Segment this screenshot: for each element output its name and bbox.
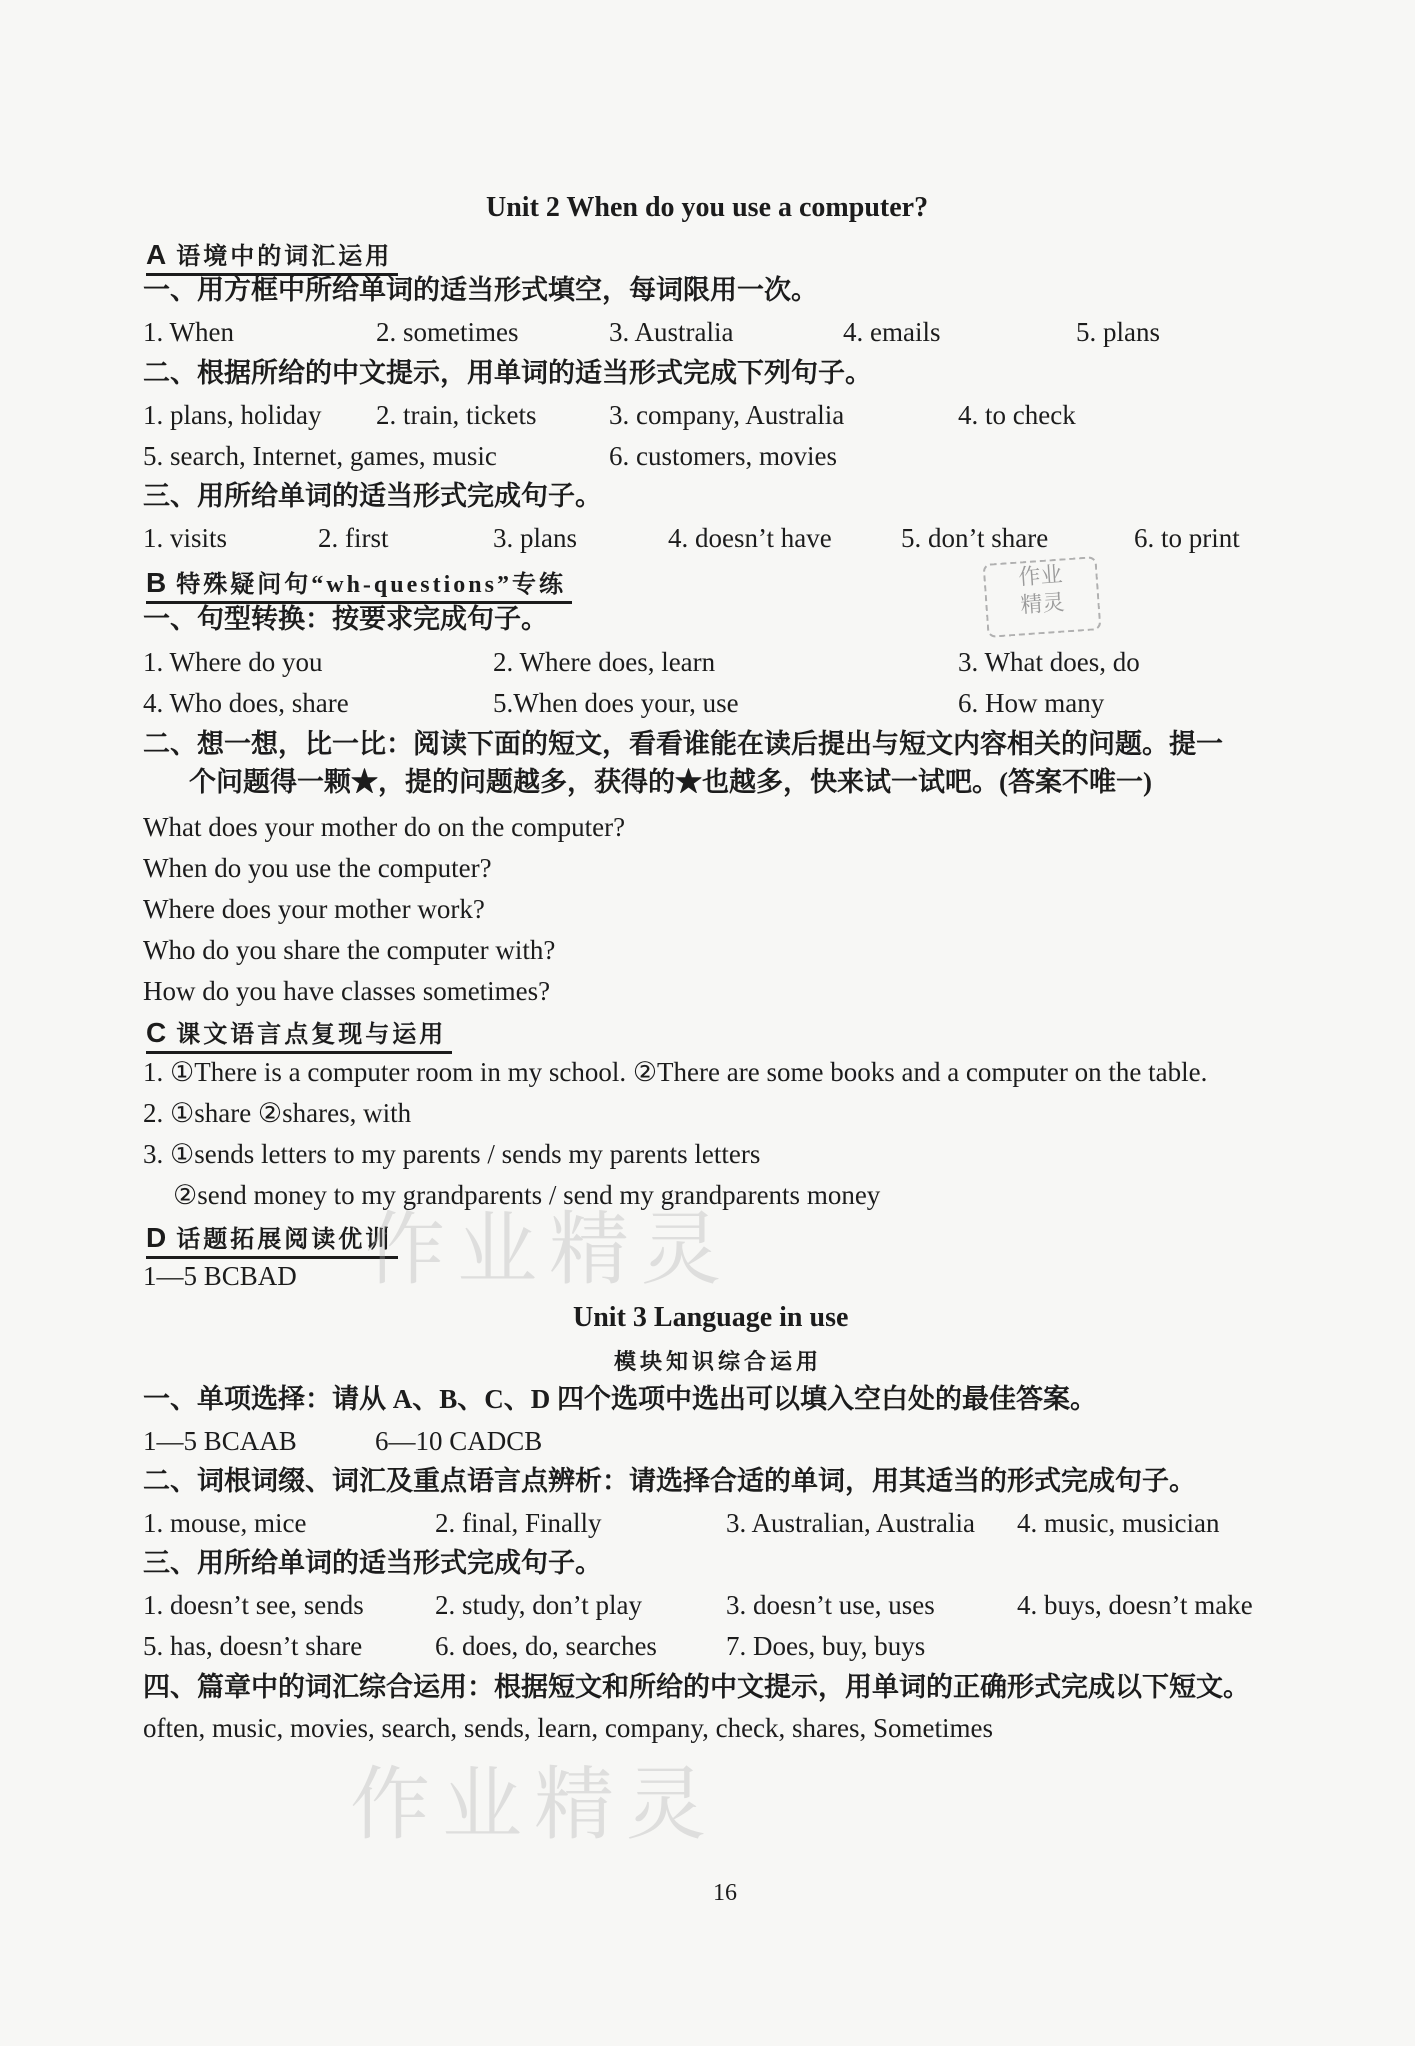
a-q3-answers [143, 521, 1343, 555]
section-c-heading [146, 1014, 452, 1054]
a-q2-row1 [143, 398, 1343, 432]
b-q1-row1 [143, 645, 1343, 679]
b-q1-row2 [143, 686, 1343, 720]
answer-item: 4. music, musician [1017, 1508, 1220, 1538]
answer-item: 2. final, Finally [435, 1508, 602, 1538]
answer-item: 3. Australia [609, 317, 734, 347]
answer-item: 5. search, Internet, games, music [143, 441, 497, 471]
stamp-line: 精灵 [1019, 589, 1066, 618]
b-q2-title-line1: 二、想一想，比一比：阅读下面的短文，看看谁能在读后提出与短文内容相关的问题。提一 [143, 729, 1223, 759]
b-q2-title-line2: 个问题得一颗★，提的问题越多，获得的★也越多，快来试一试吧。(答案不唯一) [189, 767, 1152, 797]
answer-item: 5.When does your, use [493, 688, 739, 718]
answer-item: 3. What does, do [958, 647, 1140, 677]
section-b-letter: B [146, 567, 167, 598]
answer-item: 4. Who does, share [143, 688, 349, 718]
section-c-heading-text: 课文语言点复现与运用 [176, 1022, 447, 1048]
section-c-letter: C [146, 1017, 167, 1048]
answer-item: 2. sometimes [376, 317, 519, 347]
u3-q4-answer: often, music, movies, search, sends, learn, company, check, shares, Sometimes [143, 1713, 994, 1743]
section-b-heading-text: 特殊疑问句“wh-questions”专练 [176, 572, 566, 598]
stamp-logo [983, 556, 1102, 638]
answer-item: 6. customers, movies [609, 441, 837, 471]
c-line: 1. ①There is a computer room in my school. ②There are some books and a computer on the table. [143, 1057, 1208, 1087]
section-b-heading [146, 564, 572, 604]
answer-item: 1. mouse, mice [143, 1508, 307, 1538]
answer-item: 3. company, Australia [609, 400, 845, 430]
question-line: When do you use the computer? [143, 853, 492, 883]
answer-item: 5. has, doesn’t share [143, 1631, 363, 1661]
u3-q2-answers [143, 1506, 1343, 1540]
answer-item: 2. study, don’t play [435, 1590, 642, 1620]
answer-item: 2. Where does, learn [493, 647, 716, 677]
a-q1-answers [143, 315, 1343, 349]
answer-item: 1. When [143, 317, 234, 347]
answer-item: 4. doesn’t have [668, 523, 832, 553]
a-q2-row2 [143, 439, 1343, 473]
question-line: Where does your mother work? [143, 894, 485, 924]
section-d-letter: D [146, 1222, 167, 1253]
unit3-title: Unit 3 Language in use [573, 1302, 849, 1333]
page-number: 16 [713, 1880, 737, 1906]
answer-item: 6. to print [1134, 523, 1240, 553]
answer-item: 4. emails [843, 317, 941, 347]
u3-q1-title: 一、单项选择：请从 A、B、C、D 四个选项中选出可以填入空白处的最佳答案。 [143, 1384, 1098, 1414]
answer-item: 6. does, do, searches [435, 1631, 657, 1661]
answer-item: 1—5 BCAAB [143, 1426, 297, 1456]
a-q2-title: 二、根据所给的中文提示，用单词的适当形式完成下列句子。 [143, 358, 872, 388]
question-line: Who do you share the computer with? [143, 935, 556, 965]
answer-item: 3. Australian, Australia [726, 1508, 975, 1538]
unit3-subtitle: 模块知识综合运用 [614, 1349, 823, 1374]
answer-item: 7. Does, buy, buys [726, 1631, 926, 1661]
b-q1-title: 一、句型转换：按要求完成句子。 [143, 604, 548, 634]
stamp-line: 作业 [1017, 561, 1064, 590]
watermark-top: 作业精灵 [365, 1203, 733, 1296]
question-line: How do you have classes sometimes? [143, 976, 551, 1006]
section-d-heading-text: 话题拓展阅读优训 [176, 1227, 393, 1253]
u3-q3-row1 [143, 1588, 1343, 1622]
answer-item: 1. doesn’t see, sends [143, 1590, 364, 1620]
answer-item: 3. plans [493, 523, 577, 553]
answer-item: 6. How many [958, 688, 1105, 718]
a-q3-title: 三、用所给单词的适当形式完成句子。 [143, 481, 602, 511]
section-a-heading-text: 语境中的词汇运用 [176, 244, 393, 270]
c-line: 2. ①share ②shares, with [143, 1098, 412, 1128]
question-line: What does your mother do on the computer? [143, 812, 626, 842]
answer-item: 6—10 CADCB [375, 1426, 543, 1456]
c-line: 3. ①sends letters to my parents / sends my parents letters [143, 1139, 761, 1169]
answer-item: 2. train, tickets [376, 400, 537, 430]
u3-q3-title: 三、用所给单词的适当形式完成句子。 [143, 1548, 602, 1578]
d-answer: 1—5 BCBAD [143, 1261, 297, 1291]
answer-item: 2. first [318, 523, 389, 553]
answer-item: 1. visits [143, 523, 228, 553]
answer-item: 1. Where do you [143, 647, 323, 677]
u3-q3-row2 [143, 1629, 1343, 1663]
unit2-title: Unit 2 When do you use a computer? [486, 192, 929, 223]
answer-item: 4. to check [958, 400, 1076, 430]
u3-q2-title: 二、词根词缀、词汇及重点语言点辨析：请选择合适的单词，用其适当的形式完成句子。 [143, 1466, 1196, 1496]
section-d-heading [146, 1219, 398, 1259]
section-a-heading [146, 236, 398, 276]
section-a-letter: A [146, 239, 167, 270]
c-line: ②send money to my grandparents / send my grandparents money [173, 1180, 881, 1210]
answer-item: 5. plans [1076, 317, 1160, 347]
answer-item: 4. buys, doesn’t make [1017, 1590, 1253, 1620]
answer-item: 3. doesn’t use, uses [726, 1590, 935, 1620]
answer-item: 5. don’t share [901, 523, 1049, 553]
answer-item: 1. plans, holiday [143, 400, 322, 430]
u3-q1-answers [143, 1424, 1343, 1458]
b-q2-title [143, 725, 1313, 801]
a-q1-title: 一、用方框中所给单词的适当形式填空，每词限用一次。 [143, 275, 818, 305]
u3-q4-title: 四、篇章中的词汇综合运用：根据短文和所给的中文提示，用单词的正确形式完成以下短文。 [143, 1672, 1250, 1702]
watermark-bottom: 作业精灵 [350, 1758, 718, 1851]
